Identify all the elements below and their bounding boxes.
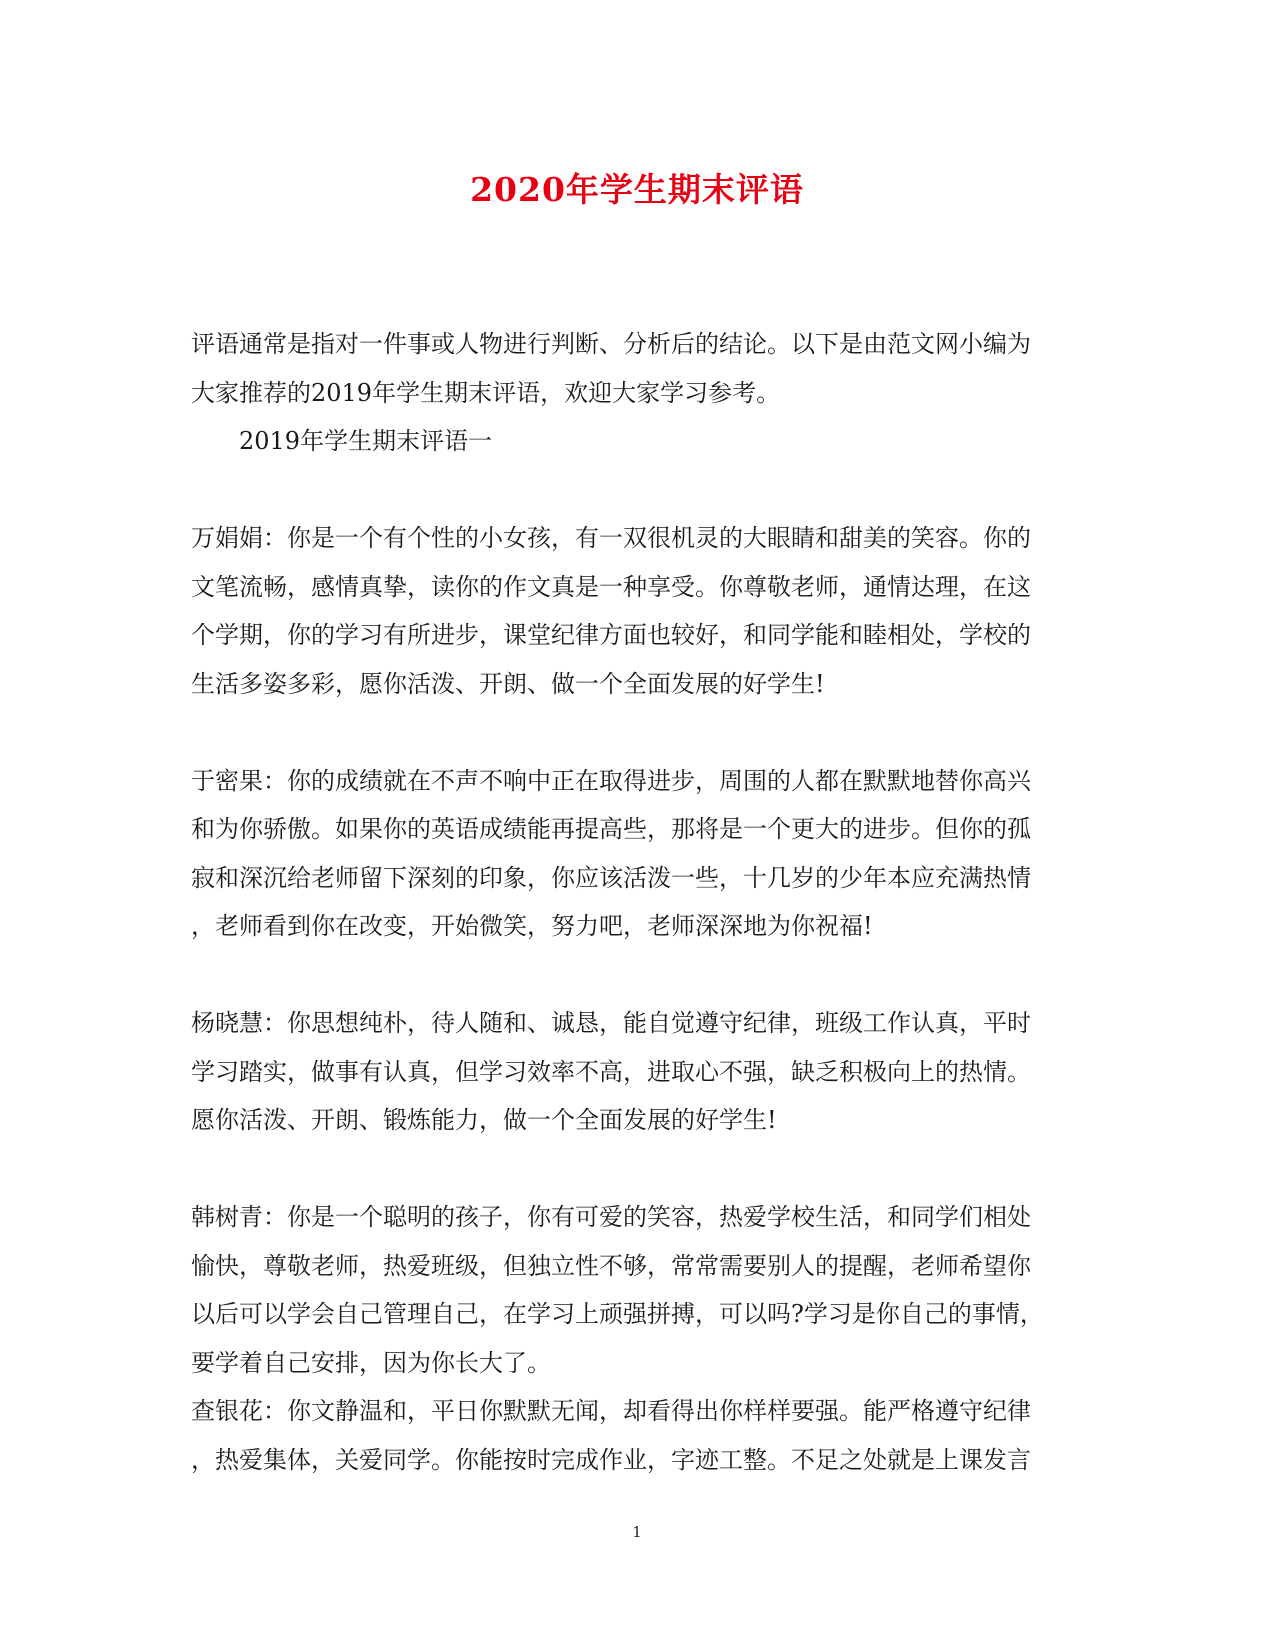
text-line: 愉快，尊敬老师，热爱班级，但独立性不够，常常需要别人的提醒，老师希望你 — [191, 1251, 1031, 1280]
document-title: 2020年学生期末评语 — [470, 170, 804, 209]
text-line: 2019年学生期末评语一 — [239, 427, 493, 455]
text-line: 以后可以学会自己管理自己，在学习上顽强拼搏，可以吗?学习是你自己的事情， — [191, 1300, 1044, 1328]
text-line: 寂和深沉给老师留下深刻的印象，你应该活泼一些，十几岁的少年本应充满热情 — [191, 863, 1031, 892]
text-line: 评语通常是指对一件事或人物进行判断、分析后的结论。以下是由范文网小编为 — [191, 330, 1031, 358]
blank-line — [191, 951, 1071, 1000]
text-line: 和为你骄傲。如果你的英语成绩能再提高些，那将是一个更大的进步。但你的孤 — [191, 815, 1031, 843]
blank-line — [191, 466, 1071, 515]
blank-line — [191, 708, 1071, 757]
text-line: ，老师看到你在改变，开始微笑，努力吧，老师深深地为你祝福! — [191, 912, 873, 940]
text-line: 要学着自己安排，因为你长大了。 — [191, 1348, 551, 1377]
text-line: 杨晓慧：你思想纯朴，待人随和、诚恳，能自觉遵守纪律，班级工作认真，平时 — [191, 1009, 1031, 1037]
text-line: 于密果：你的成绩就在不声不响中正在取得进步，周围的人都在默默地替你高兴 — [191, 766, 1031, 795]
text-line: 学习踏实，做事有认真，但学习效率不高，进取心不强，缺乏积极向上的热情。 — [191, 1057, 1031, 1086]
text-line: 生活多姿多彩，愿你活泼、开朗、做一个全面发展的好学生! — [191, 669, 825, 698]
text-line: 韩树青：你是一个聪明的孩子，你有可爱的笑容，热爱学校生活，和同学们相处 — [191, 1203, 1031, 1231]
text-line: 文笔流畅，感情真挚，读你的作文真是一种享受。你尊敬老师，通情达理，在这 — [191, 572, 1031, 601]
page-number: 1 — [632, 1523, 642, 1541]
text-line: 查银花：你文静温和，平日你默默无闻，却看得出你样样要强。能严格遵守纪律 — [191, 1397, 1031, 1425]
blank-line — [191, 1145, 1071, 1194]
text-line: 个学期，你的学习有所进步，课堂纪律方面也较好，和同学能和睦相处，学校的 — [191, 621, 1031, 649]
text-line: ，热爱集体，关爱同学。你能按时完成作业，字迹工整。不足之处就是上课发言 — [191, 1445, 1031, 1474]
document-body — [191, 320, 1071, 1484]
text-line: 大家推荐的2019年学生期末评语，欢迎大家学习参考。 — [191, 378, 781, 407]
text-line: 愿你活泼、开朗、锻炼能力，做一个全面发展的好学生! — [191, 1106, 777, 1134]
text-line: 万娟娟：你是一个有个性的小女孩，有一双很机灵的大眼睛和甜美的笑容。你的 — [191, 524, 1031, 552]
